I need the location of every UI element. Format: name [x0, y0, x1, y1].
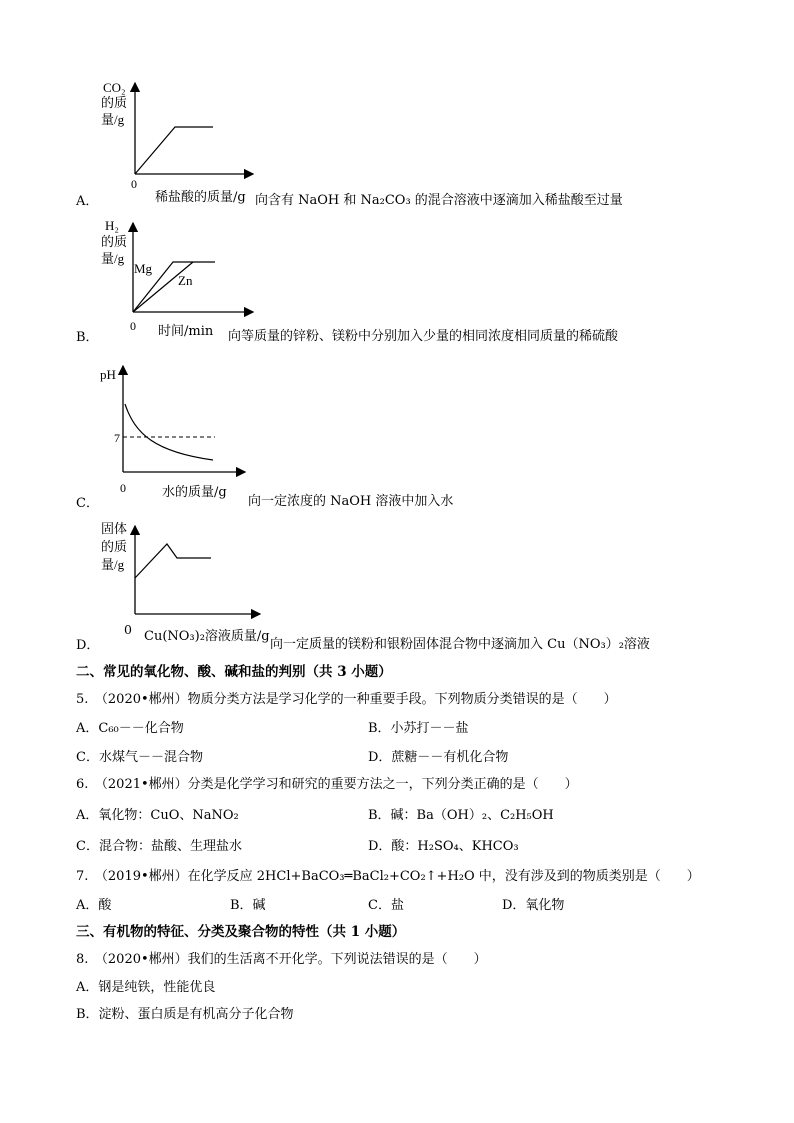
- q6-option-b: B．碱：Ba（OH）₂、C₂H₅OH: [368, 808, 554, 823]
- y-label-line1: H₂: [105, 218, 119, 233]
- option-d-origin: 0: [124, 622, 132, 637]
- q7-option-a: A．酸: [76, 898, 112, 913]
- option-b-x-label: 时间/min: [158, 324, 214, 339]
- option-a-text: 向含有 NaOH 和 Na₂CO₃ 的混合溶液中逐滴加入稀盐酸至过量: [255, 193, 623, 208]
- y-label-line2: 的质: [101, 539, 128, 554]
- q5-option-d: D．蔗糖－－有机化合物: [368, 750, 509, 765]
- y-label-line1: 固体: [101, 521, 128, 536]
- q6-stem: 6. （2021•郴州）分类是化学学习和研究的重要方法之一，下列分类正确的是（ ）: [76, 777, 578, 792]
- origin-label: 0: [131, 177, 137, 191]
- y-label-line2: 的质: [101, 95, 128, 110]
- option-d-text: 向一定质量的镁粉和银粉固体混合物中逐滴加入 Cu（NO₃）₂溶液: [270, 637, 650, 652]
- origin-label: 0: [120, 481, 126, 495]
- option-b-letter: B．: [76, 330, 99, 345]
- q5-option-b: B．小苏打－－盐: [368, 721, 469, 736]
- zn-label: Zn: [178, 273, 193, 288]
- y-label-line3: 量/g: [101, 557, 125, 572]
- q8-option-a: A．钢是纯铁，性能优良: [76, 980, 216, 995]
- q5-option-c: C．水煤气－－混合物: [76, 750, 203, 765]
- option-c-text: 向一定浓度的 NaOH 溶液中加入水: [248, 494, 454, 509]
- solid-mass-curve: [135, 544, 211, 578]
- q5-stem: 5. （2020•郴州）物质分类方法是学习化学的一种重要手段。下列物质分类错误的是（ ）: [76, 692, 617, 707]
- option-b-text: 向等质量的锌粉、镁粉中分别加入少量的相同浓度相同质量的稀硫酸: [228, 329, 619, 344]
- q5-option-a: A．C₆₀－－化合物: [76, 721, 184, 736]
- option-a-x-label: 稀盐酸的质量/g: [155, 190, 246, 205]
- section-3-title: 三、有机物的特征、分类及聚合物的特性（共 1 小题）: [76, 924, 406, 940]
- y-label-line2: 的质: [101, 234, 128, 249]
- section-2-title: 二、常见的氧化物、酸、碱和盐的判别（共 3 小题）: [76, 664, 392, 680]
- y-label: pH: [100, 367, 116, 382]
- y-label-line1: CO₂: [103, 80, 126, 95]
- q6-option-a: A．氧化物：CuO、NaNO₂: [76, 808, 239, 823]
- q7-option-b: B．碱: [230, 898, 266, 913]
- q7-option-c: C．盐: [368, 898, 404, 913]
- option-d-letter: D．: [76, 638, 100, 653]
- q6-option-c: C．混合物：盐酸、生理盐水: [76, 839, 242, 854]
- origin-label: 0: [130, 319, 136, 333]
- q8-stem: 8. （2020•郴州）我们的生活离不开化学。下列说法错误的是（ ）: [76, 952, 487, 967]
- mg-label: Mg: [134, 261, 153, 276]
- chart-a: [95, 75, 265, 200]
- option-d-x-label: Cu(NO₃)₂溶液质量/g: [144, 629, 270, 644]
- option-c-x-label: 水的质量/g: [162, 485, 227, 500]
- q7-stem: 7. （2019•郴州）在化学反应 2HCl+BaCO₃═BaCl₂+CO₂↑+H₂O 中，没有涉及到的物质类别是（ ）: [76, 869, 700, 884]
- chart-d: [95, 518, 265, 628]
- q8-option-b: B．淀粉、蛋白质是有机高分子化合物: [76, 1007, 294, 1022]
- option-c-letter: C．: [76, 496, 99, 511]
- option-a-letter: A．: [76, 194, 99, 209]
- y-label-line3: 量/g: [101, 251, 125, 266]
- ph7-label: 7: [114, 431, 120, 445]
- ph-curve: [125, 404, 213, 460]
- y-label-line3: 量/g: [101, 112, 125, 127]
- q7-option-d: D．氧化物: [502, 898, 565, 913]
- q6-option-d: D．酸：H₂SO₄、KHCO₃: [368, 839, 519, 854]
- co2-curve: [135, 127, 213, 174]
